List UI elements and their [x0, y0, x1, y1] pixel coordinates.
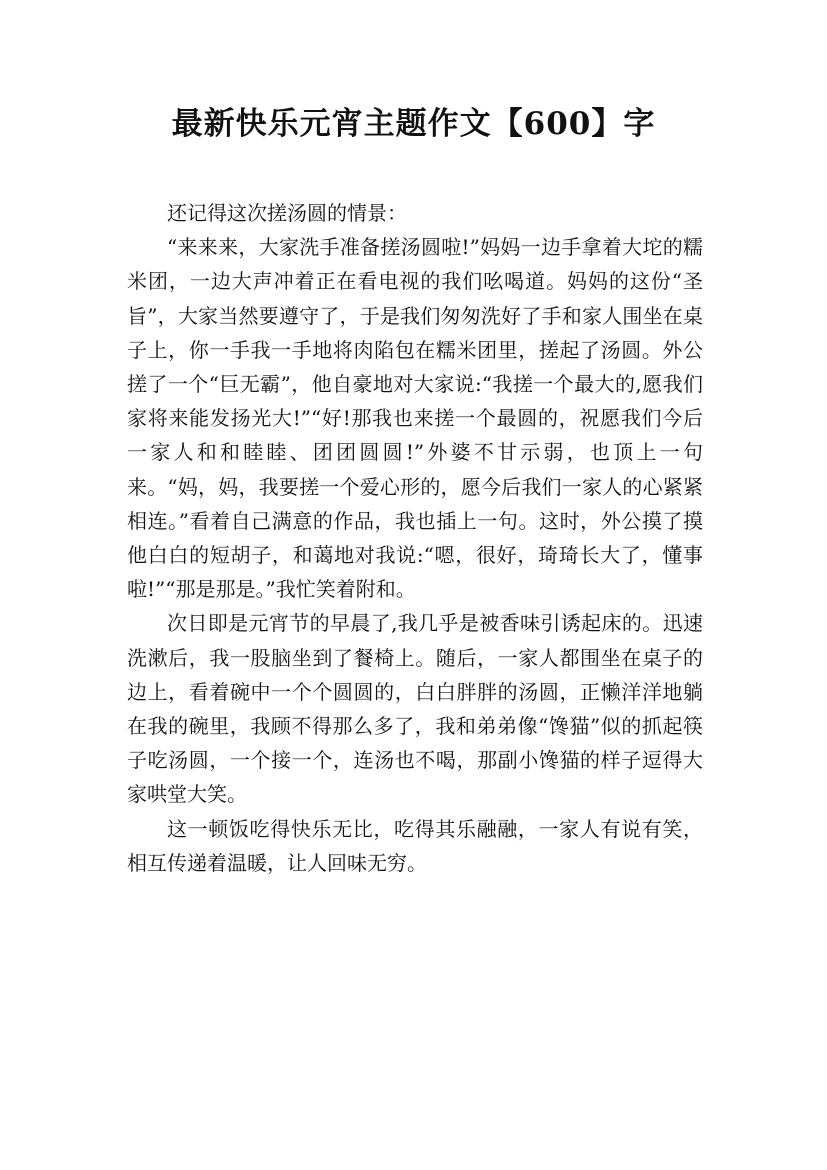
- paragraph-2: “来来来，大家洗手准备搓汤圆啦!”妈妈一边手拿着大坨的糯米团，一边大声冲着正在看电视的我们吆喝道。妈妈的这份“圣旨”，大家当然要遵守了，于是我们匆匆洗好了手和家人围坐在桌子上，你一手我一手地将肉陷包在糯米团里，搓起了汤圆。外公搓了一个“巨无霸”，他自豪地对大家说:“我搓一个最大的,愿我们家将来能发扬光大!”“好!那我也来搓一个最圆的，祝愿我们今后一家人和和睦睦、团团圆圆!”外婆不甘示弱，也顶上一句来。“妈，妈，我要搓一个爱心形的，愿今后我们一家人的心紧紧相连。”看着自己满意的作品，我也插上一句。这时，外公摸了摸他白白的短胡子，和蔼地对我说:“嗯，很好，琦琦长大了，懂事啦!”“那是那是。”我忙笑着附和。: [127, 235, 703, 602]
- paragraph-1: 还记得这次搓汤圆的情景：: [167, 201, 407, 225]
- document-title: 最新快乐元宵主题作文【600】字: [171, 106, 656, 142]
- paragraph-4: 这一顿饭吃得快乐无比，吃得其乐融融，一家人有说有笑，相互传递着温暖，让人回味无穷。: [127, 816, 703, 875]
- paragraph-3: 次日即是元宵节的早晨了,我几乎是被香味引诱起床的。迅速洗漱后，我一股脑坐到了餐椅上。随后，一家人都围坐在桌子的边上，看着碗中一个个圆圆的，白白胖胖的汤圆，正懒洋洋地躺在我的碗里，我顾不得那么多了，我和弟弟像“馋猫”似的抓起筷子吃汤圆，一个接一个，连汤也不喝，那副小馋猫的样子逗得大家哄堂大笑。: [127, 611, 703, 807]
- document-body: [127, 196, 703, 880]
